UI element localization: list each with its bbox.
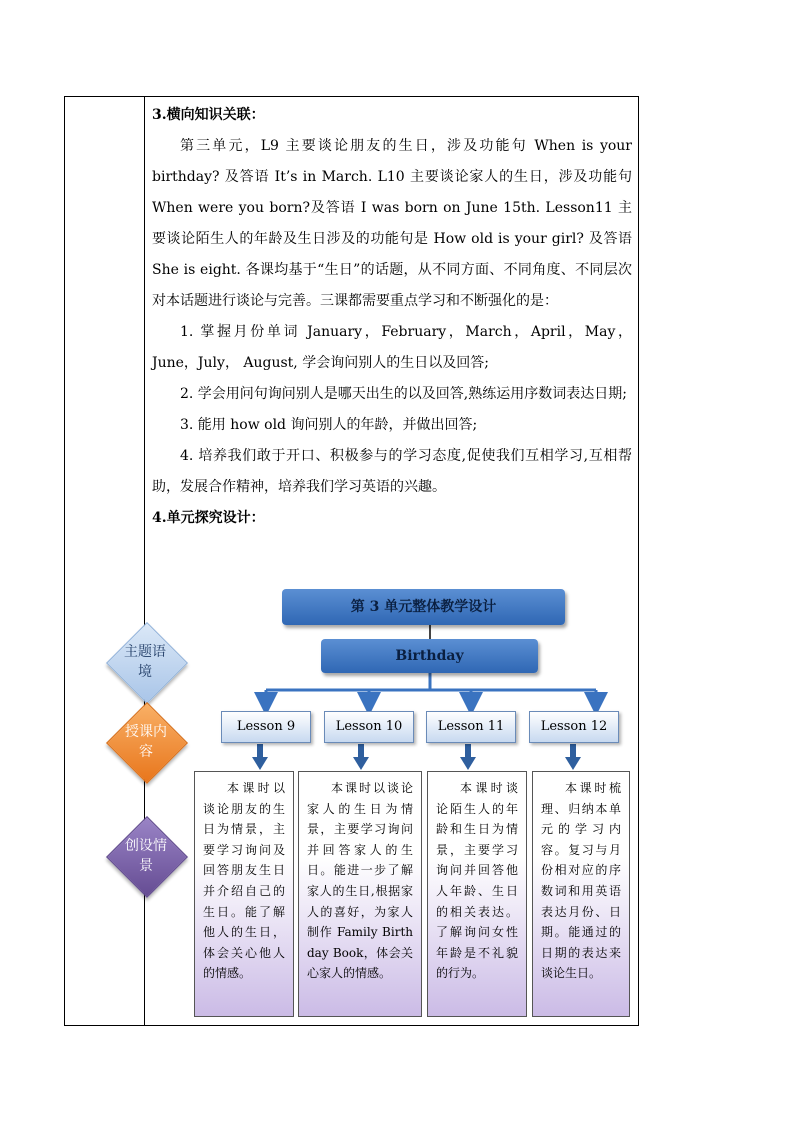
lesson-12-box: Lesson 12 [529,711,619,743]
theme-context-label: 主题语境 [124,644,166,680]
lesson-12-description: 本课时梳理、归纳本单元的学习内容。复习与月份相对应的序数词和用英语表达月份、日期。能通过的日期的表达来谈论生日。 [532,771,630,1017]
diagram-topic-box: Birthday [321,639,538,673]
lesson-10-box: Lesson 10 [324,711,414,743]
section3-item-4: 4. 培养我们敢于开口、积极参与的学习态度,促使我们互相学习,互相帮助，发展合作精神，培养我们学习英语的兴趣。 [152,448,632,495]
scenario-label: 创设情景 [125,838,167,874]
lesson-11-box: Lesson 11 [426,711,516,743]
lesson-11-description: 本课时谈论陌生人的年龄和生日为情景，主要学习询问并回答他人年龄、生日的相关表达。了解询问女性年龄是不礼貌的行为。 [427,771,527,1017]
section3-item-2: 2. 学会用问句询问别人是哪天出生的以及回答,熟练运用序数词表达日期; [180,386,627,402]
section4-heading: 4.单元探究设计： [152,510,265,526]
lesson-9-box: Lesson 9 [221,711,311,743]
lesson-content-label: 授课内容 [125,724,167,760]
lesson-10-description: 本课时以谈论家人的生日为情景，主要学习询问并回答家人的生日。能进一步了解家人的生日,根据家人的喜好，为家人制作 Family Birthday Book，体会关心家人的情感。 [298,771,422,1017]
section3-item-3: 3. 能用 how old 询问别人的年龄，并做出回答; [180,417,478,433]
section3-paragraph: 第三单元，L9 主要谈论朋友的生日，涉及功能句 When is your birthday? 及答语 It’s in March. L10 主要谈论家人的生日，涉及功能句 When were you born?及答语 I was born on June 15th. Lesson11 主要谈论陌生人的年龄及生日涉及的功能句是 How old is your girl? 及答语 She is eight. 各课均基于“生日”的话题，从不同方面、不同角度、不同层次对本话题进行谈论与完善。三课都需要重点学习和不断强化的是： [152,138,632,309]
lesson-content-diamond [107,703,185,781]
lesson-9-description: 本课时以谈论朋友的生日为情景，主要学习询问及回答朋友生日并介绍自己的生日。能了解他人的生日，体会关心他人的情感。 [194,771,294,1017]
scenario-diamond [107,817,185,895]
diagram-title-box: 第 3 单元整体教学设计 [282,589,565,625]
section3-heading: 3.横向知识关联： [152,107,265,123]
section3-item-1: 1. 掌握月份单词 January，February，March，April，May，June，July， August, 学会询问别人的生日以及回答; [152,324,632,371]
theme-context-diamond [107,623,185,701]
